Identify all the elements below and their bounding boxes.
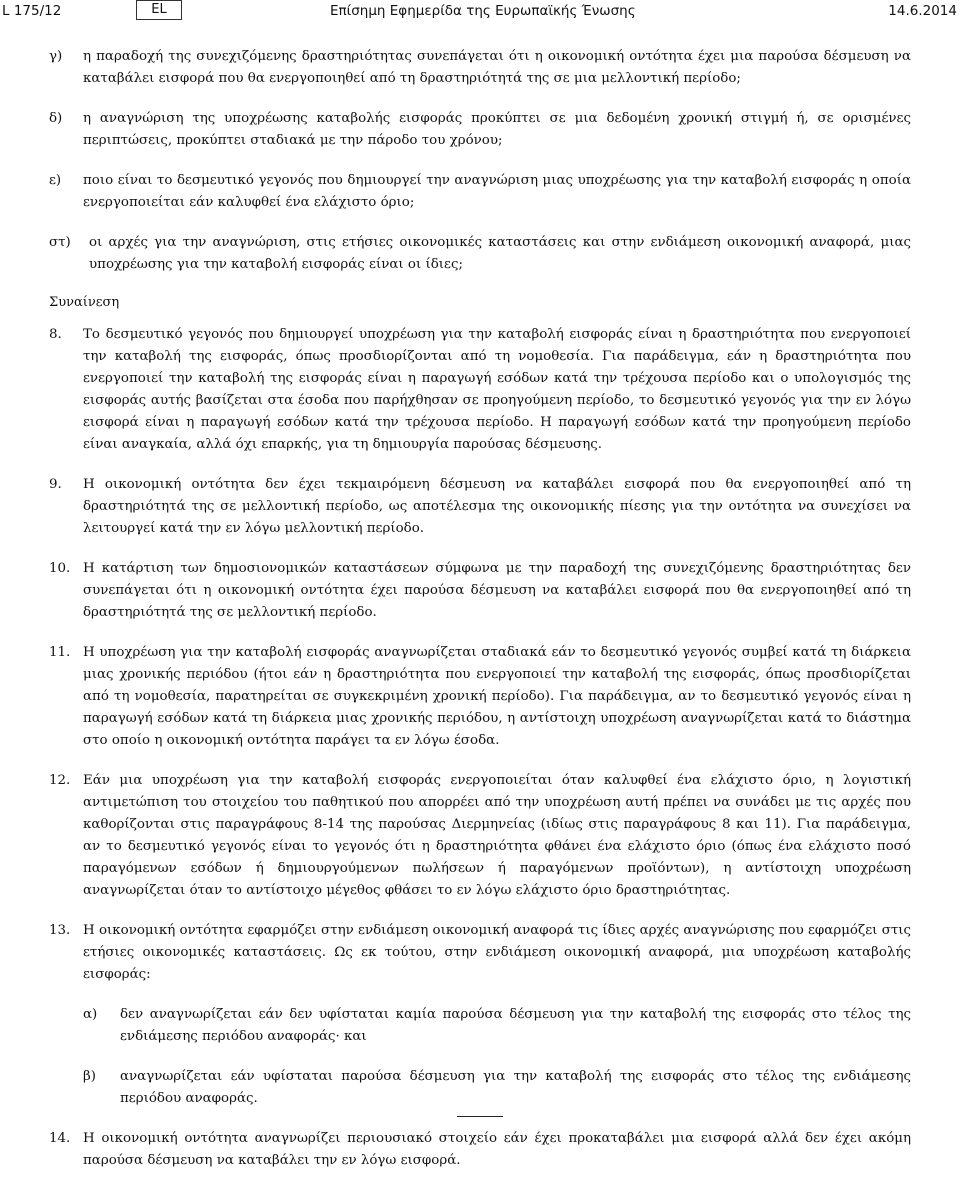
paragraph-text: Η υποχρέωση για την καταβολή εισφοράς αναγνωρίζεται σταδιακά εάν το δεσμευτικό γεγονός συμβεί κατά τη διάρκεια μιας χρονικής περιόδου (ήτοι εάν η δραστηριότητα που ενεργοποιεί την καταβολή της εισφοράς, όπως προσδιορίζεται από τη νομοθεσία, παρατηρείται σε συγκεκριμένη χρονική περίοδο). Για παράδειγμα, αν το δεσμευτικό γεγονός είναι η παραγωγή εσόδων κατά τη διάρκεια μιας χρονικής περιόδου, η αντίστοιχη υποχρέωση αναγνωρίζεται κατά το διάστημα στο οποίο η οικονομική οντότητα παράγει τα εν λόγω έσοδα. — [83, 645, 911, 748]
sub-item-text: δεν αναγνωρίζεται εάν δεν υφίσταται καμία παρούσα δέσμευση για την καταβολή της εισφοράς στο τέλος της ενδιάμεσης περιόδου αναφοράς· και — [120, 1007, 911, 1044]
paragraph-number: 11. — [49, 645, 71, 660]
sub-item-label: α) — [83, 1007, 98, 1022]
list-item-text: ποιο είναι το δεσμευτικό γεγονός που δημιουργεί την αναγνώριση μιας υποχρέωσης για την καταβολή εισφοράς η οποία ενεργοποιείται εάν καλυφθεί ένα ελάχιστο όριο; — [83, 173, 911, 210]
paragraph-text: Εάν μια υποχρέωση για την καταβολή εισφοράς ενεργοποιείται όταν καλυφθεί ένα ελάχιστο όριο, η λογιστική αντιμετώπιση του στοιχείου του παθητικού που απορρέει από την υποχρέωση αυτή πρέπει να συνάδει με τις αρχές που καθορίζονται στις παραγράφους 8-14 της παρούσας Διερμηνείας (ιδίως στις παραγράφους 8 και 11). Για παράδειγμα, αν το δεσμευτικό γεγονός είναι το γεγονός ότι η δραστηριότητα φθάνει ένα ελάχιστο όριο (όπως ένα ελάχιστο ποσό παραγόμενων εσόδων ή δημιουργούμενων πωλήσεων ή παραγόμενων προϊόντων), η αντίστοιχη υποχρέωση αναγνωρίζεται όταν το αντίστοιχο μέγεθος φθάσει το εν λόγω ελάχιστο όριο δραστηριότητας. — [83, 773, 911, 898]
sub-item — [49, 1004, 911, 1048]
list-item — [49, 46, 911, 90]
paragraph-number: 12. — [49, 773, 71, 788]
paragraph-number: 9. — [49, 477, 62, 492]
paragraph-text: Η κατάρτιση των δημοσιονομικών καταστάσεων σύμφωνα με την παραδοχή της συνεχιζόμενης δραστηριότητας δεν συνεπάγεται ότι η οικονομική οντότητα έχει παρούσα δέσμευση να καταβάλει εισφορά που θα ενεργοποιηθεί από τη δραστηριότητά της σε μελλοντική περίοδο. — [83, 561, 911, 620]
numbered-paragraph — [49, 920, 911, 986]
numbered-paragraph — [49, 324, 911, 456]
list-item-text: οι αρχές για την αναγνώριση, στις ετήσιες οικονομικές καταστάσεις και στην ενδιάμεση οικονομική αναφορά, μιας υποχρέωσης για την καταβολή εισφοράς είναι οι ίδιες; — [89, 235, 911, 272]
paragraph-text: Η οικονομική οντότητα εφαρμόζει στην ενδιάμεση οικονομική αναφορά τις ίδιες αρχές αναγνώρισης που εφαρμόζει στις ετήσιες οικονομικές καταστάσεις. Ως εκ τούτου, στην ενδιάμεση οικονομική αναφορά, μια υποχρέωση καταβολής εισφοράς: — [83, 923, 911, 982]
publication-date: 14.6.2014 — [888, 3, 957, 19]
numbered-paragraph — [49, 770, 911, 902]
footer-rule — [457, 1116, 503, 1117]
numbered-paragraph — [49, 1128, 911, 1172]
document-body — [49, 46, 911, 1190]
sub-item-label: β) — [83, 1069, 96, 1084]
list-item-label: στ) — [49, 235, 71, 250]
language-badge: EL — [136, 0, 182, 20]
list-item-text: η παραδοχή της συνεχιζόμενης δραστηριότητας συνεπάγεται ότι η οικονομική οντότητα έχει μια παρούσα δέσμευση να καταβάλει εισφορά που θα ενεργοποιηθεί από τη δραστηριότητά της σε μια μελλοντική περίοδο; — [83, 49, 911, 86]
numbered-paragraph — [49, 642, 911, 752]
list-item-label: δ) — [49, 111, 63, 126]
numbered-paragraph — [49, 558, 911, 624]
paragraph-text: Η οικονομική οντότητα αναγνωρίζει περιουσιακό στοιχείο εάν έχει προκαταβάλει μια εισφορά αλλά δεν έχει ακόμη παρούσα δέσμευση να καταβάλει την εν λόγω εισφορά. — [83, 1131, 911, 1168]
page-header — [0, 0, 960, 22]
list-item — [49, 232, 911, 276]
sub-item — [49, 1066, 911, 1110]
list-item — [49, 108, 911, 152]
list-item-label: γ) — [49, 49, 63, 64]
sub-item-text: αναγνωρίζεται εάν υφίσταται παρούσα δέσμευση για την καταβολή της εισφοράς στο τέλος της ενδιάμεσης περιόδου αναφοράς. — [120, 1069, 911, 1106]
list-item-text: η αναγνώριση της υποχρέωσης καταβολής εισφοράς προκύπτει σε μια δεδομένη χρονική στιγμή ή, σε ορισμένες περιπτώσεις, προκύπτει σταδιακά με την πάροδο του χρόνου; — [83, 111, 911, 148]
journal-title: Επίσημη Εφημερίδα της Ευρωπαϊκής Ένωσης — [330, 3, 636, 19]
section-caption: Συναίνεση — [49, 295, 120, 310]
paragraph-number: 13. — [49, 923, 71, 938]
paragraph-number: 8. — [49, 327, 62, 342]
paragraph-number: 14. — [49, 1131, 71, 1146]
paragraph-text: Το δεσμευτικό γεγονός που δημιουργεί υποχρέωση για την καταβολή εισφοράς είναι η δραστηριότητα που ενεργοποιεί την καταβολή της εισφοράς, όπως προσδιορίζονται από τη νομοθεσία. Για παράδειγμα, εάν η δραστηριότητα που ενεργοποιεί την καταβολή της εισφοράς είναι η παραγωγή εσόδων κατά την τρέχουσα περίοδο και ο υπολογισμός της εισφοράς αυτής βασίζεται στα έσοδα που παρήχθησαν σε προηγούμενη περίοδο, το δεσμευτικό γεγονός για την εν λόγω εισφορά είναι η παραγωγή εσόδων κατά την τρέχουσα περίοδο. Η παραγωγή εσόδων κατά την προηγούμενη περίοδο είναι αναγκαία, αλλά όχι επαρκής, για τη δημιουργία παρούσας δέσμευσης. — [83, 327, 911, 452]
page-reference: L 175/12 — [2, 3, 62, 19]
numbered-paragraph — [49, 474, 911, 540]
list-item — [49, 170, 911, 214]
paragraph-text: Η οικονομική οντότητα δεν έχει τεκμαιρόμενη δέσμευση να καταβάλει εισφορά που θα ενεργοποιηθεί από τη δραστηριότητά της σε μελλοντική περίοδο, ως αποτέλεσμα της οικονομικής πίεσης για την οντότητα να συνεχίσει να λειτουργεί κατά την εν λόγω μελλοντική περίοδο. — [83, 477, 911, 536]
list-item-label: ε) — [49, 173, 62, 188]
paragraph-number: 10. — [49, 561, 71, 576]
